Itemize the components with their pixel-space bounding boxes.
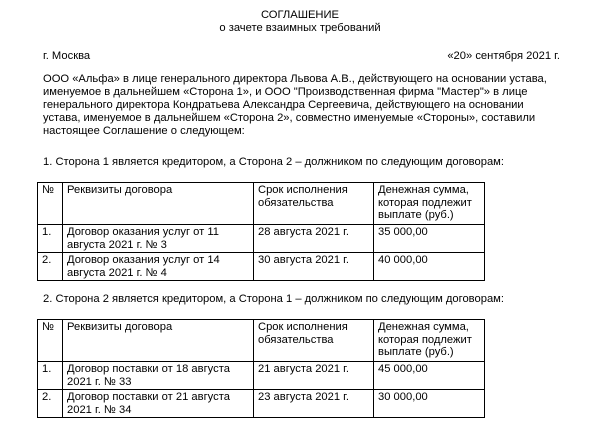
title-subtitle: о зачете взаимных требований: [219, 22, 381, 34]
section-1-heading: 1. Сторона 1 является кредитором, а Сторона 2 – должником по следующим договорам:: [43, 156, 504, 168]
column-header-amount: Денежная сумма, которая подлежит выплате (руб.): [374, 183, 485, 225]
table-header-row: [38, 183, 485, 225]
column-header-term: Срок исполнения обязательства: [254, 320, 374, 362]
contract-details: Договор оказания услуг от 14 августа 2021 г. № 4: [63, 253, 254, 281]
preamble-line: устава, именуемое в дальнейшем «Сторона 2», совместно именуемые «Стороны», составили: [43, 112, 536, 124]
document-title: [0, 9, 600, 35]
contract-details: Договор поставки от 21 августа 2021 г. № 34: [63, 390, 254, 418]
table-row: [38, 225, 485, 253]
row-number: 2.: [38, 253, 63, 281]
contract-amount: 40 000,00: [374, 253, 485, 281]
table-row: [38, 253, 485, 281]
table-row: [38, 390, 485, 418]
title-main: СОГЛАШЕНИЕ: [260, 9, 340, 21]
section-2-table: [37, 319, 485, 418]
contract-term: 21 августа 2021 г.: [254, 362, 374, 390]
preamble-paragraph: [43, 73, 563, 138]
contract-amount: 30 000,00: [374, 390, 485, 418]
row-number: 1.: [38, 362, 63, 390]
table-row: [38, 362, 485, 390]
section-1-table: [37, 182, 485, 281]
column-header-number: №: [38, 183, 63, 225]
contract-term: 28 августа 2021 г.: [254, 225, 374, 253]
column-header-number: №: [38, 320, 63, 362]
table-header-row: [38, 320, 485, 362]
date-label: «20» сентября 2021 г.: [447, 50, 560, 62]
contract-amount: 45 000,00: [374, 362, 485, 390]
contract-term: 30 августа 2021 г.: [254, 253, 374, 281]
row-number: 2.: [38, 390, 63, 418]
contract-amount: 35 000,00: [374, 225, 485, 253]
column-header-details: Реквизиты договора: [63, 183, 254, 225]
contract-details: Договор поставки от 18 августа 2021 г. № 33: [63, 362, 254, 390]
preamble-line: ООО «Альфа» в лице генерального директора Львова А.В., действующего на основании устава,: [43, 73, 547, 85]
column-header-term: Срок исполнения обязательства: [254, 183, 374, 225]
preamble-line: генерального директора Кондратьева Александра Сергеевича, действующего на основании: [43, 99, 524, 111]
row-number: 1.: [38, 225, 63, 253]
preamble-line: именуемое в дальнейшем «Сторона 1», и ООО "Производственная фирма "Мастер"» в лице: [43, 86, 528, 98]
section-2-heading: 2. Сторона 2 является кредитором, а Сторона 1 – должником по следующим договорам:: [43, 293, 504, 305]
contract-details: Договор оказания услуг от 11 августа 2021 г. № 3: [63, 225, 254, 253]
preamble-line: настоящее Соглашение о следующем:: [43, 125, 245, 137]
contract-term: 23 августа 2021 г.: [254, 390, 374, 418]
column-header-amount: Денежная сумма, которая подлежит выплате (руб.): [374, 320, 485, 362]
city-label: г. Москва: [43, 50, 91, 62]
column-header-details: Реквизиты договора: [63, 320, 254, 362]
